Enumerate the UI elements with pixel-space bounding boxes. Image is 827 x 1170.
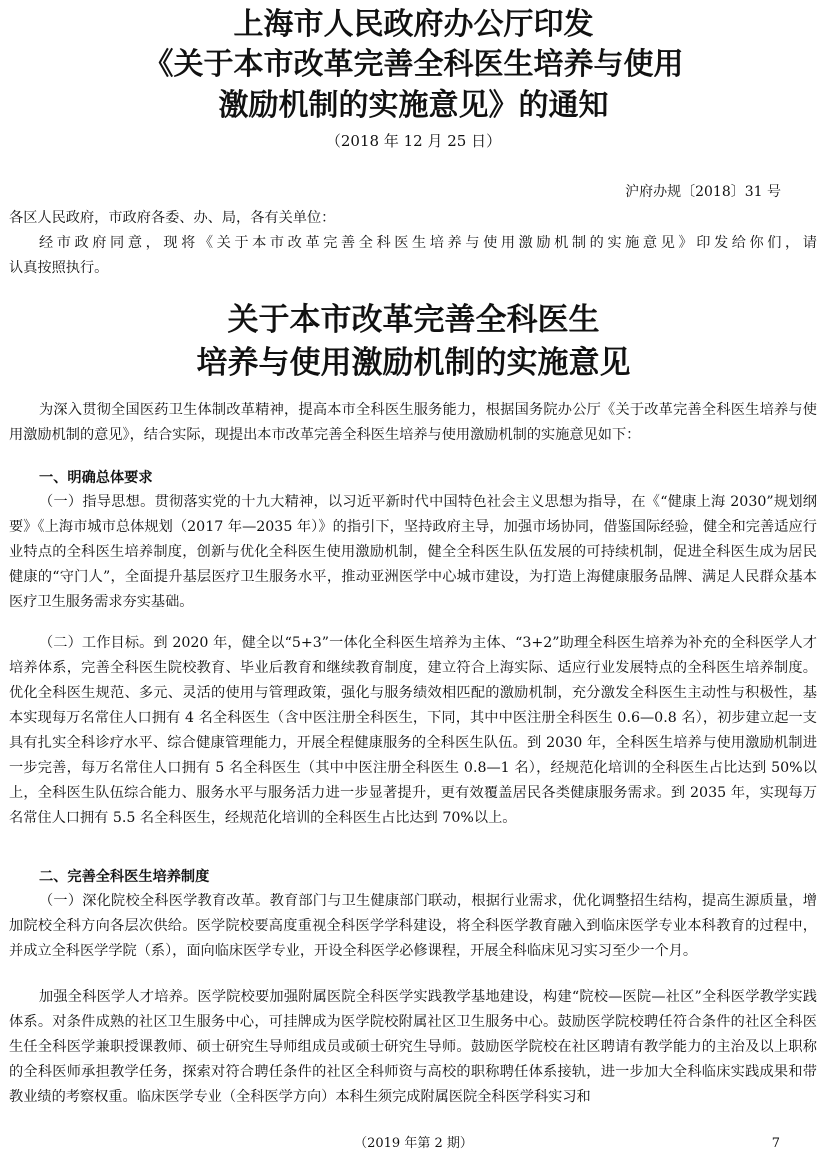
section-heading-2: 二、完善全科医生培养制度 <box>39 869 210 885</box>
notice-body-line-1: 经市政府同意，现将《关于本市改革完善全科医生培养与使用激励机制的实施意见》印发给你们，请 <box>39 235 817 251</box>
work-goals-paragraph <box>9 631 817 831</box>
notice-title-line-2: 《关于本市改革完善全科医生培养与使用 <box>143 47 684 82</box>
page-number: 7 <box>771 1136 780 1151</box>
education-reform-label: （一）深化院校全科医学教育改革。 <box>39 893 270 909</box>
guiding-ideology-text: 贯彻落实党的十九大精神，以习近平新时代中国特色社会主义思想为指导，在《“健康上海 2030”规划纲要》《上海市城市总体规划（2017 年—2035 年）》的指引下，坚持政府主导，加强市场协同，借鉴国际经验，健全和完善适应行业特点的全科医生培养制度，创新与优化全科医生使用激励机制，健全全科医生队伍发展的可持续机制，促进全科医生成为居民健康的“守门人”，全面提升基层医疗卫生服务水平，推动亚洲医学中心城市建设，为打造上海健康服务品牌、满足人民群众基本医疗卫生服务需求夯实基础。 <box>9 494 817 610</box>
talent-training-paragraph: 加强全科医学人才培养。医学院校要加强附属医院全科医学实践教学基地建设，构建“院校—医院—社区”全科医学教学实践体系。对条件成熟的社区卫生服务中心，可挂牌成为医学院校附属社区卫生服务中心。鼓励医学院校聘任符合条件的社区全科医生任全科医学兼职授课教师、硕士研究生导师组成员或硕士研究生导师。鼓励医学院校在社区聘请有教学能力的主治及以上职称的全科医师承担教学任务，探索对符合聘任条件的社区全科师资与高校的职称聘任体系接轨，进一步加大全科临床实践成果和带教业绩的考察权重。临床医学专业（全科医学方向）本科生须完成附属医院全科医学科实习和 <box>9 989 817 1105</box>
section-heading-1: 一、明确总体要求 <box>39 470 153 486</box>
guiding-ideology-paragraph <box>9 490 817 615</box>
issue-date: （2018 年 12 月 25 日） <box>325 132 502 150</box>
opinion-title-line-1: 关于本市改革完善全科医生 <box>227 302 600 338</box>
guiding-ideology-label: （一）指导思想。 <box>39 494 155 510</box>
work-goals-text: 到 2020 年，健全以“5+3”一体化全科医生培养为主体、“3+2”助理全科医生培养为补充的全科医学人才培养体系，完善全科医生院校教育、毕业后教育和继续教育制度，建立符合上海实际、适应行业发展特点的全科医生培养制度。优化全科医生规范、多元、灵活的使用与管理政策，强化与服务绩效相匹配的激励机制，充分激发全科医生主动性与积极性，基本实现每万名常住人口拥有 4 名全科医生（含中医注册全科医生，下同，其中中医注册全科医生 0.6—0.8 名），初步建立起一支具有扎实全科诊疗水平、综合健康管理能力，开展全程健康服务的全科医生队伍。到 2030 年，全科医生培养与使用激励机制进一步完善，每万名常住人口拥有 5 名全科医生（其中中医注册全科医生 0.8—1 名），经规范化培训的全科医生占比达到 50%以上，全科医生队伍综合能力、服务水平与服务活力进一步显著提升，更有效覆盖居民各类健康服务需求。到 2035 年，实现每万名常住人口拥有 5.5 名全科医生，经规范化培训的全科医生占比达到 70%以上。 <box>9 635 817 826</box>
notice-title-line-1: 上海市人民政府办公厅印发 <box>233 7 594 42</box>
opinion-title-line-2: 培养与使用激励机制的实施意见 <box>196 345 631 381</box>
notice-body-line-2: 认真按照执行。 <box>9 260 109 276</box>
intro-paragraph: 为深入贯彻全国医药卫生体制改革精神，提高本市全科医生服务能力，根据国务院办公厅《关于改革完善全科医生培养与使用激励机制的意见》，结合实际，现提出本市改革完善全科医生培养与使用激励机制的实施意见如下： <box>9 402 817 443</box>
document-number: 沪府办规〔2018〕31 号 <box>625 184 781 200</box>
notice-title-line-3: 激励机制的实施意见》的通知 <box>218 88 609 123</box>
education-reform-text: 教育部门与卫生健康部门联动，根据行业需求，优化调整招生结构，提高生源质量，增加院校全科方向各层次供给。医学院校要高度重视全科医学学科建设，将全科医学教育融入到临床医学专业本科教育的过程中，并成立全科医学学院（系），面向临床医学专业，开设全科医学必修课程，开展全科临床见习实习至少一个月。 <box>9 893 817 959</box>
work-goals-label: （二）工作目标。 <box>39 635 154 651</box>
journal-issue: （2019 年第 2 期） <box>354 1136 473 1151</box>
addressee-line: 各区人民政府，市政府各委、办、局，各有关单位： <box>9 210 336 226</box>
education-reform-paragraph <box>9 889 817 964</box>
